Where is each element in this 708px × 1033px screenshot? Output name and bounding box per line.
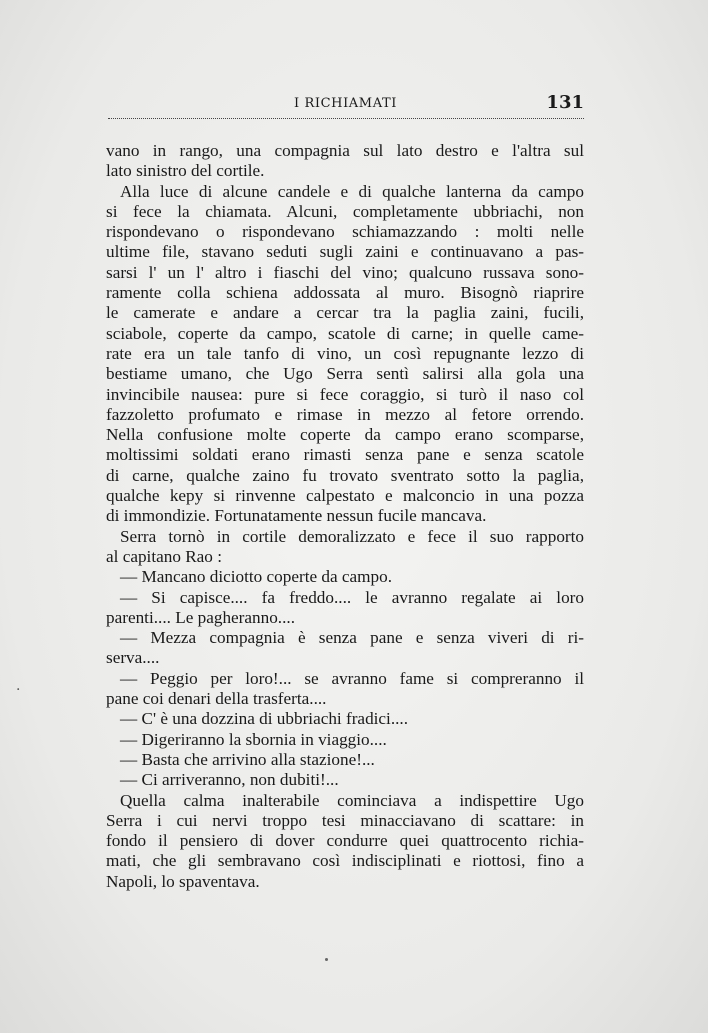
text-line: di carne, qualche zaino fu trovato sventrato sotto la paglia, [106,465,584,485]
text-line: bestiame umano, che Ugo Serra sentì salirsi alla gola una [106,364,584,384]
text-line: — Mezza compagnia è senza pane e senza viveri di ri- [120,628,584,648]
text-line: — Ci arriveranno, non dubiti!... [120,770,339,790]
margin-mark: · [16,682,21,698]
text-line: lato sinistro del cortile. [106,161,265,181]
text-line: fazzoletto profumato e rimase in mezzo al fetore orrendo. [106,404,584,424]
text-line: si fece la chiamata. Alcuni, completamente ubbriachi, non [106,201,584,221]
text-line: parenti.... Le pagheranno.... [106,607,295,627]
text-line: pane coi denari della trasferta.... [106,689,327,709]
text-line: le camerate e andare a cercar tra la paglia zaini, fucili, [106,303,584,323]
text-line: fondo il pensiero di dover condurre quei quattrocento richia- [106,831,584,851]
text-line: di immondizie. Fortunatamente nessun fucile mancava. [106,506,487,526]
text-line: Quella calma inalterabile cominciava a indispettire Ugo [120,790,584,810]
text-line: — Basta che arrivino alla stazione!... [120,749,375,769]
text-line: sarsi l' un l' altro i fiaschi del vino; qualcuno russava sono- [106,262,584,282]
text-line: — Mancano diciotto coperte da campo. [120,567,393,587]
text-line: al capitano Rao : [106,546,222,566]
text-line: Alla luce di alcune candele e di qualche lanterna da campo [120,181,584,201]
text-line: Nella confusione molte coperte da campo erano scomparse, [106,425,584,445]
text-line: Serra i cui nervi troppo tesi minacciavano di scattare: in [106,810,584,830]
page-number: 131 [546,92,584,113]
text-line: ultime file, stavano seduti sugli zaini e continuavano a pas- [106,242,584,262]
page-header [108,92,584,119]
text-line: moltissimi soldati erano rimasti senza pane e senza scatole [106,445,584,465]
text-line: — C' è una dozzina di ubbriachi fradici.... [120,709,409,729]
text-line: sciabole, coperte da campo, scatole di carne; in quelle came- [106,323,584,343]
text-line: — Peggio per loro!... se avranno fame si compreranno il [120,668,584,688]
body-text [106,141,584,892]
text-line: qualche kepy si rinvenne calpestato e malconcio in una pozza [106,486,584,506]
text-line: vano in rango, una compagnia sul lato destro e l'altra sul [106,141,584,160]
text-line: invincibile nausea: pure si fece coraggio, si turò il naso col [106,384,584,404]
text-line: rate era un tale tanfo di vino, un così repugnante lezzo di [106,343,584,363]
text-line: mati, che gli sembravano così indisciplinati e riottosi, fino a [106,851,584,871]
text-line: rispondevano o rispondevano schiamazzando : molti nelle [106,222,584,242]
text-line: ramente colla schiena addossata al muro. Bisognò riaprire [106,283,584,303]
text-line: serva.... [106,648,160,668]
paper-speck [325,958,328,961]
running-title: I RICHIAMATI [294,96,397,111]
text-line: Serra tornò in cortile demoralizzato e fece il suo rapporto [120,526,584,546]
text-line: — Digeriranno la sbornia in viaggio.... [120,729,387,749]
text-line: — Si capisce.... fa freddo.... le avranno regalate ai loro [120,587,584,607]
text-line: Napoli, lo spaventava. [106,871,260,891]
